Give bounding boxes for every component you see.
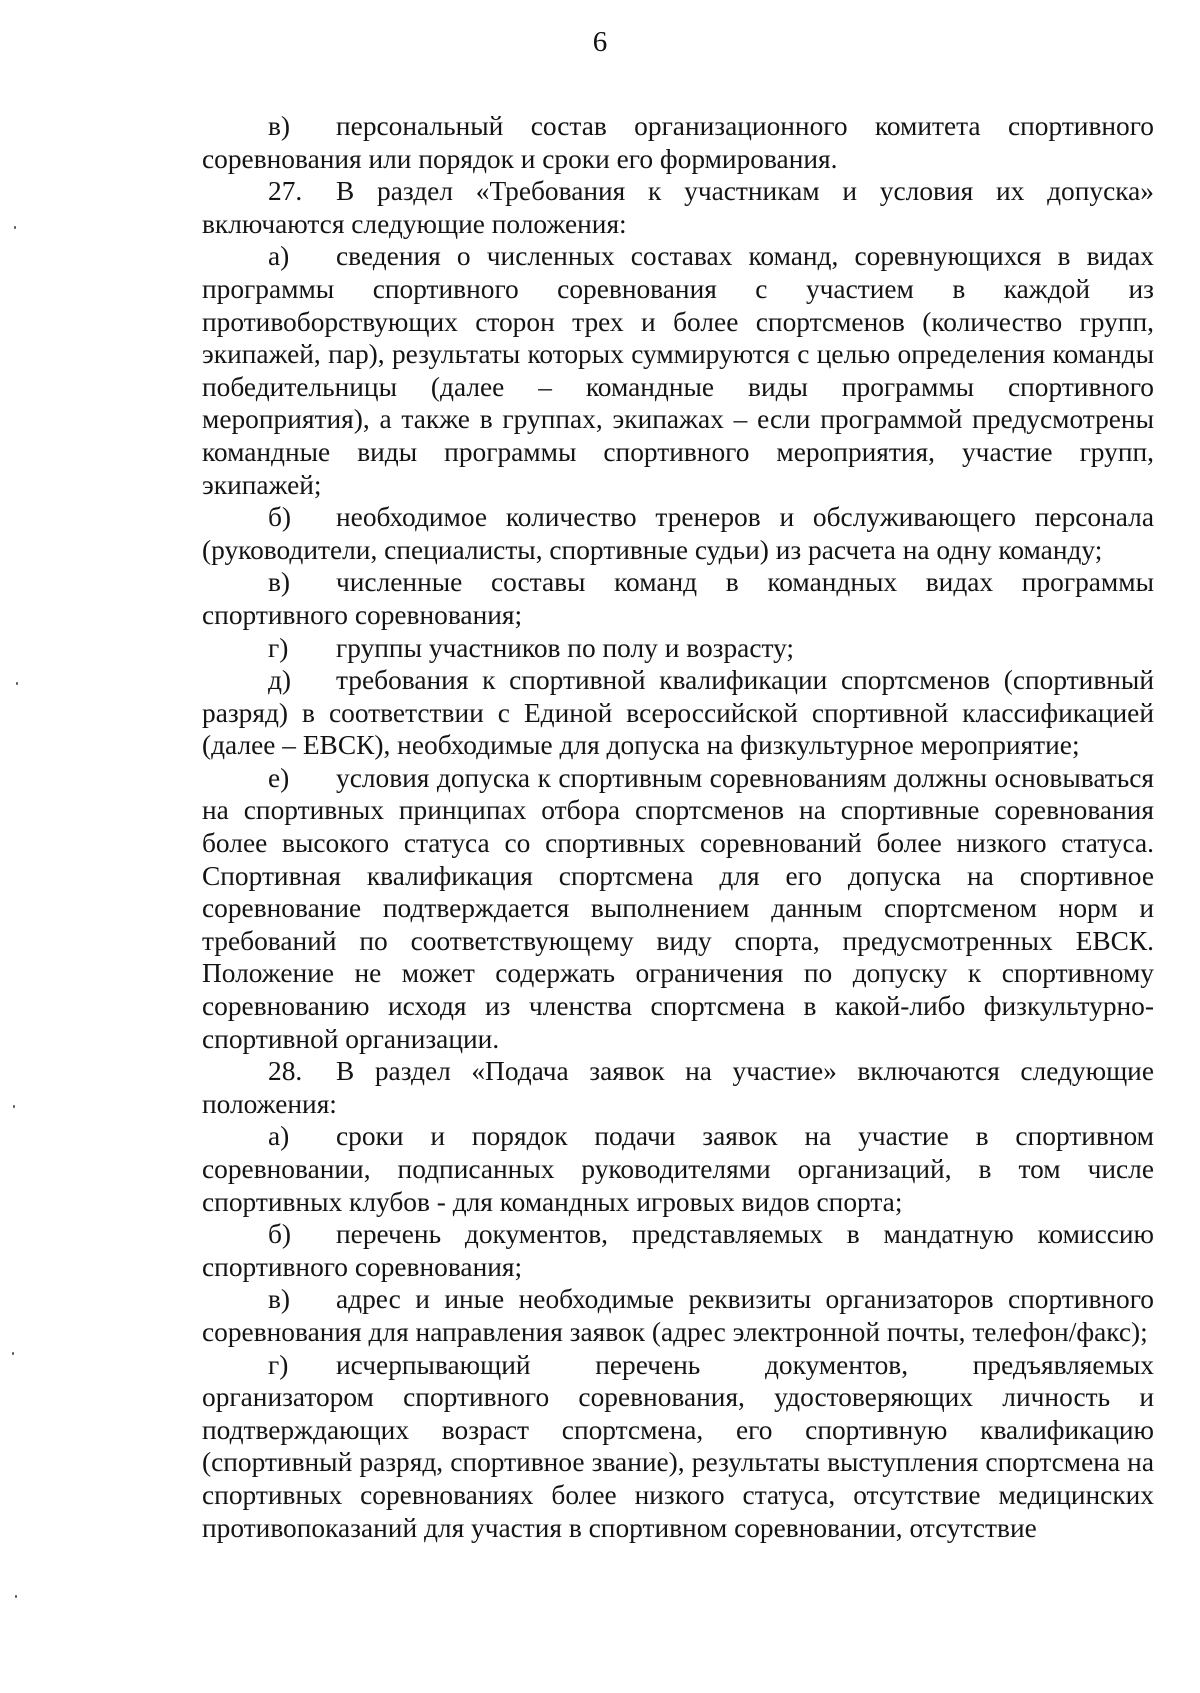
paragraph-marker: б) [268, 1219, 292, 1250]
paragraph-marker: а) [268, 1121, 290, 1152]
scan-speck [13, 1105, 15, 1108]
paragraph-marker: д) [268, 665, 292, 696]
paragraph-item-g-participant-groups [202, 632, 1154, 665]
paragraph-item-a-application-deadlines [202, 1120, 1154, 1218]
paragraph-text: группы участников по полу и возрасту; [336, 632, 795, 663]
paragraph-item-b-coaches [202, 501, 1154, 566]
paragraph-text: сведения о численных составах команд, соревнующихся в видах программы спортивного соревнования с участием в каждой из противоборствующих сторон трех и более спортсменов (количество групп, экипажей, пар), результаты которых суммируются с целью определения команды победительницы (далее – командные виды программы спортивного мероприятия), а также в группах, экипажах – если программой предусмотрены командные виды программы спортивного мероприятия, участие групп, экипажей; [202, 241, 1154, 500]
paragraph-marker: в) [268, 567, 291, 598]
paragraph-item-b-documents-list [202, 1218, 1154, 1283]
paragraph-marker: г) [268, 632, 289, 663]
paragraph-section-28 [202, 1055, 1154, 1120]
paragraph-item-v-team-sizes [202, 566, 1154, 631]
paragraph-text: персональный состав организационного комитета спортивного соревнования или порядок и сроки его формирования. [202, 111, 1154, 174]
paragraph-marker: в) [268, 111, 291, 141]
paragraph-text: адрес и иные необходимые реквизиты организаторов спортивного соревнования для направления заявок (адрес электронной почты, телефон/факс); [202, 1284, 1154, 1347]
document-body [202, 110, 1154, 1544]
paragraph-marker: е) [268, 762, 290, 793]
paragraph-item-v-organizing-committee [202, 110, 1154, 175]
paragraph-marker: г) [268, 1349, 289, 1380]
paragraph-text: численные составы команд в командных видах программы спортивного соревнования; [202, 567, 1154, 630]
paragraph-item-v-organizer-contacts [202, 1283, 1154, 1348]
paragraph-item-d-qualification [202, 664, 1154, 762]
paragraph-item-e-admission-conditions [202, 762, 1154, 1055]
paragraph-text: требования к спортивной квалификации спортсменов (спортивный разряд) в соответствии с Единой всероссийской спортивной классификацией (далее – ЕВСК), необходимые для допуска на физкультурное мероприятие; [202, 665, 1154, 761]
paragraph-text: необходимое количество тренеров и обслуживающего персонала (руководители, специалисты, спортивные судьи) из расчета на одну команду; [202, 502, 1154, 565]
paragraph-text: В раздел «Подача заявок на участие» включаются следующие положения: [202, 1056, 1154, 1119]
page-number: 6 [592, 26, 608, 58]
paragraph-marker: в) [268, 1284, 291, 1315]
scan-speck [16, 682, 18, 685]
paragraph-marker: 28. [268, 1056, 303, 1087]
paragraph-text: условия допуска к спортивным соревнованиям должны основываться на спортивных принципах отбора спортсменов на спортивные соревнования более высокого статуса со спортивных соревнований более низкого статуса. Спортивная квалификация спортсмена для его допуска на спортивное соревнование подтверждается выполнением данным спортсменом норм и требований по соответствующему виду спорта, предусмотренных ЕВСК. Положение не может содержать ограничения по допуску к спортивному соревнованию исходя из членства спортсмена в какой-либо физкультурно-спортивной организации. [202, 762, 1154, 1054]
scan-speck [15, 1595, 17, 1598]
scan-speck [14, 226, 16, 229]
paragraph-text: сроки и порядок подачи заявок на участие в спортивном соревновании, подписанных руководителями организаций, в том числе спортивных клубов - для командных игровых видов спорта; [202, 1121, 1154, 1217]
paragraph-section-27 [202, 175, 1154, 240]
paragraph-marker: а) [268, 241, 290, 272]
paragraph-item-a-team-composition [202, 240, 1154, 501]
paragraph-item-g-required-documents [202, 1349, 1154, 1545]
paragraph-text: перечень документов, представляемых в мандатную комиссию спортивного соревнования; [202, 1219, 1154, 1282]
paragraph-marker: б) [268, 502, 292, 533]
paragraph-text: исчерпывающий перечень документов, предъявляемых организатором спортивного соревнования, удостоверяющих личность и подтверждающих возраст спортсмена, его спортивную квалификацию (спортивный разряд, спортивное звание), результаты выступления спортсмена на спортивных соревнованиях более низкого статуса, отсутствие медицинских противопоказаний для участия в спортивном соревновании, отсутствие [202, 1349, 1154, 1543]
paragraph-text: В раздел «Требования к участникам и условия их допуска» включаются следующие положения: [202, 176, 1154, 239]
scan-speck [12, 1352, 14, 1355]
paragraph-marker: 27. [268, 176, 303, 207]
